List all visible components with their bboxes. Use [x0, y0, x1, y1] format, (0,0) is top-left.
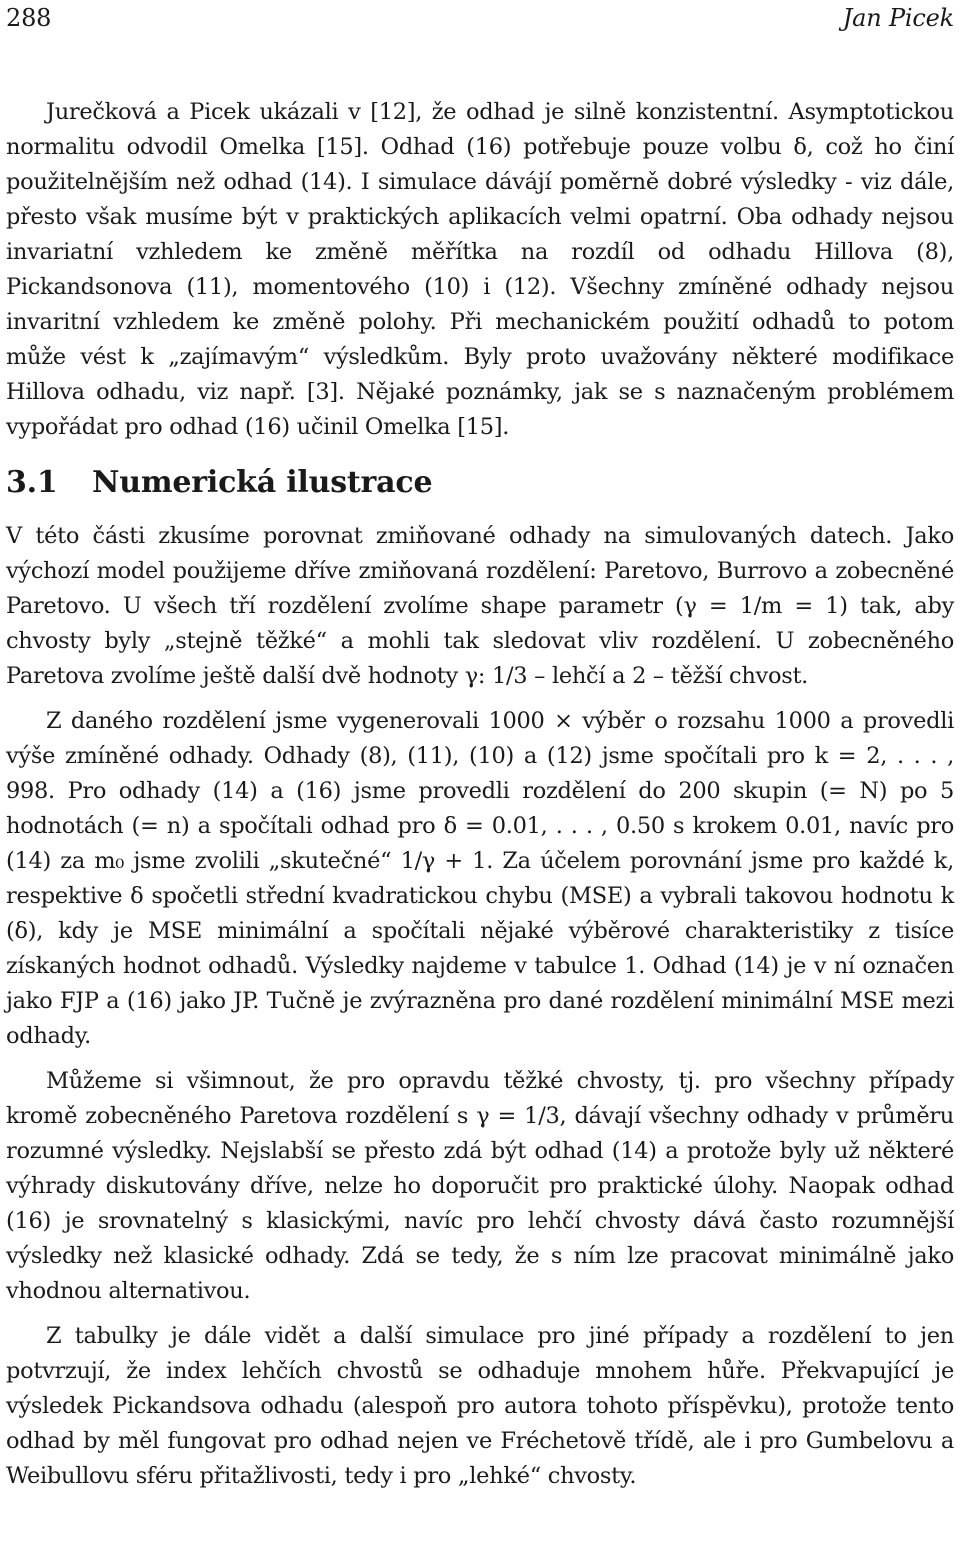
page-body: [6, 95, 954, 1494]
paragraph-consistency: Jurečková a Picek ukázali v [12], že odhad je silně konzistentní. Asymptotickou normalitu odvodil Omelka [15]. Odhad (16) potřebuje pouze volbu δ, což ho činí použitelnějším než odhad (14). I simulace dávájí poměrně dobré výsledky - viz dále, přesto však musíme být v praktických aplikacích velmi opatrní. Oba odhady nejsou invariatní vzhledem ke změně měřítka na rozdíl od odhadu Hillova (8), Pickandsonova (11), momentového (10) i (12). Všechny zmíněné odhady nejsou invaritní vzhledem ke změně polohy. Při mechanickém použití odhadů to potom může vést k „zajímavým“ výsledkům. Byly proto uvažovány některé modifikace Hillova odhadu, viz např. [3]. Nějaké poznámky, jak se s naznačeným problémem vypořádat pro odhad (16) učinil Omelka [15].: [6, 99, 954, 440]
page-number: 288: [6, 4, 52, 32]
section-heading: [6, 459, 954, 507]
paragraph-conclusion: Z tabulky je dále vidět a další simulace pro jiné případy a rozdělení to jen potvrzují, že index lehčích chvostů se odhaduje mnohem hůře. Překvapující je výsledek Pickandsova odhadu (alespoň pro autora tohoto příspěvku), protože tento odhad by měl fungovat pro odhad nejen ve Fréchetově třídě, ale i pro Gumbelovu a Weibullovu sféru přitažlivosti, tedy i pro „lehké“ chvosty.: [6, 1323, 954, 1489]
section-title: Numerická ilustrace: [92, 465, 433, 500]
paragraph-models: V této části zkusíme porovnat zmiňované odhady na simulovaných datech. Jako výchozí model použijeme dříve zmiňovaná rozdělení: Paretovo, Burrovo a zobecněné Paretovo. U všech tří rozdělení zvolíme shape parametr (γ = 1/m = 1) tak, aby chvosty byly „stejně těžké“ a mohli tak sledovat vliv rozdělení. U zobecněného Paretova zvolíme ještě další dvě hodnoty γ: 1/3 – lehčí a 2 – těžší chvost.: [6, 523, 954, 689]
paragraph-simulation-setup: Z daného rozdělení jsme vygenerovali 1000 × výběr o rozsahu 1000 a provedli výše zmíněné odhady. Odhady (8), (11), (10) a (12) jsme spočítali pro k = 2, . . . , 998. Pro odhady (14) a (16) jsme provedli rozdělení do 200 skupin (= N) po 5 hodnotách (= n) a spočítali odhad pro δ = 0.01, . . . , 0.50 s krokem 0.01, navíc pro (14) za m₀ jsme zvolili „skutečné“ 1/γ + 1. Za účelem porovnání jsme pro každé k, respektive δ spočetli střední kvadratickou chybu (MSE) a vybrali takovou hodnotu k (δ), kdy je MSE minimální a spočítali nějaké výběrové charakteristiky z tisíce získaných hodnot odhadů. Výsledky najdeme v tabulce 1. Odhad (14) je v ní označen jako FJP a (16) jako JP. Tučně je zvýrazněna pro dané rozdělení minimální MSE mezi odhady.: [6, 708, 954, 1049]
page-header: [6, 4, 954, 34]
running-head-author: Jan Picek: [842, 4, 954, 32]
paragraph-observations: Můžeme si všimnout, že pro opravdu těžké chvosty, tj. pro všechny případy kromě zobecněného Paretova rozdělení s γ = 1/3, dávají všechny odhady v průměru rozumné výsledky. Nejslabší se přesto zdá být odhad (14) a protože byly už některé výhrady diskutovány dříve, nelze ho doporučit pro praktické úlohy. Naopak odhad (16) je srovnatelný s klasickými, navíc pro lehčí chvosty dává často rozumnější výsledky než klasické odhady. Zdá se tedy, že s ním lze pracovat minimálně jako vhodnou alternativou.: [6, 1068, 954, 1304]
section-number: 3.1: [6, 465, 58, 500]
